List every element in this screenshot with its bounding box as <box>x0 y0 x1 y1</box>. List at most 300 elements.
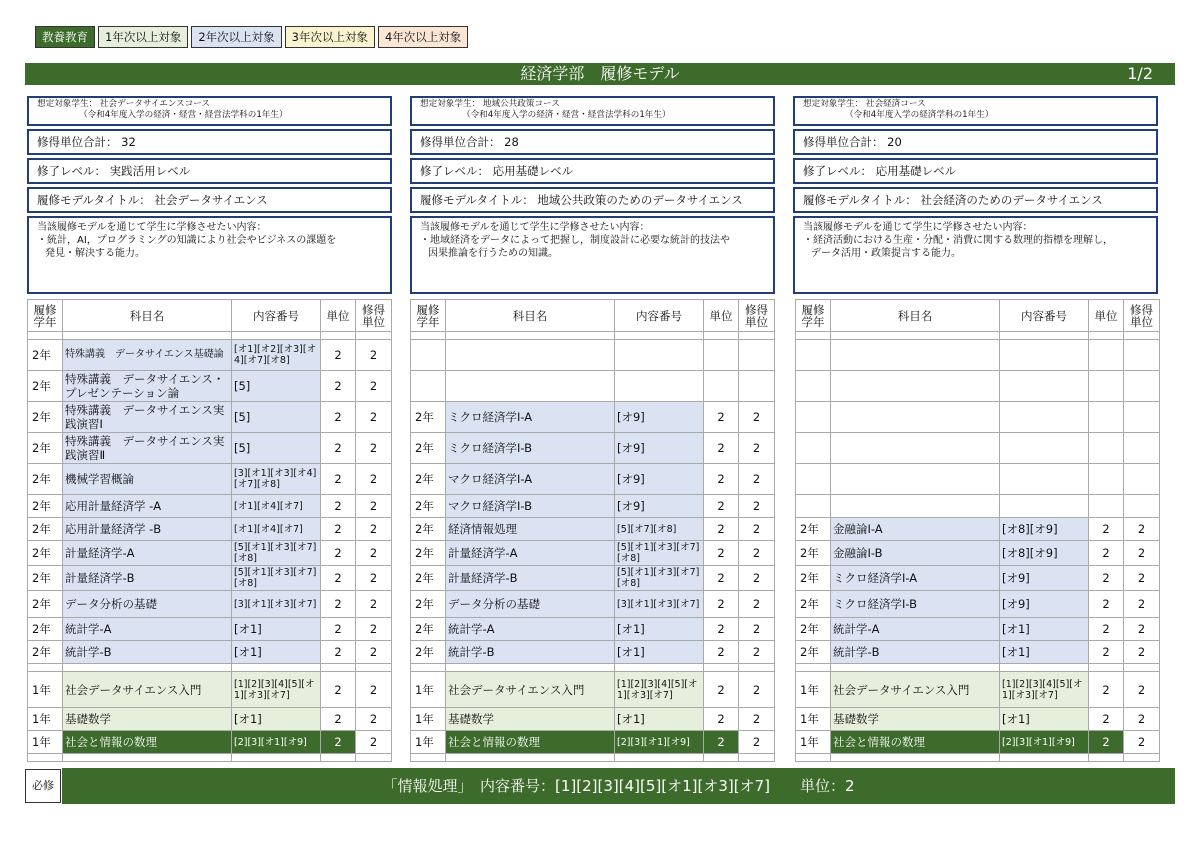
earned-credits: 2 <box>739 618 775 641</box>
earned-credits: 2 <box>356 402 392 433</box>
course-code: [3][オ1][オ3][オ4][オ7][オ8] <box>232 464 321 495</box>
legend <box>35 26 468 48</box>
course-year: 2年 <box>411 402 446 433</box>
earned-credits: 2 <box>356 566 392 591</box>
earned-credits <box>1124 402 1160 433</box>
earned-credits: 2 <box>739 518 775 541</box>
earned-credits: 2 <box>739 708 775 731</box>
course-code: [5][オ1][オ3][オ7][オ8] <box>232 566 321 591</box>
course-year <box>796 402 831 433</box>
course-name: ミクロ経済学Ⅰ-B <box>831 591 1000 618</box>
course-code: [オ1] <box>232 641 321 664</box>
completion-level: 修了レベル： 応用基礎レベル <box>793 158 1158 184</box>
course-code: [オ1][オ4][オ7] <box>232 518 321 541</box>
course-name <box>831 371 1000 402</box>
course-name: 計量経済学-A <box>446 541 615 566</box>
course-code: [オ1] <box>615 708 704 731</box>
earned-credits <box>1124 433 1160 464</box>
course-credits: 2 <box>1089 672 1124 708</box>
course-code: [2][3][オ1][オ9] <box>232 731 321 754</box>
credits-total: 修得単位合計： 28 <box>410 129 775 155</box>
table-row <box>411 566 775 591</box>
course-name: 基礎数学 <box>63 708 232 731</box>
earned-credits: 2 <box>739 566 775 591</box>
course-year: 2年 <box>28 464 63 495</box>
course-name <box>831 402 1000 433</box>
earned-credits: 2 <box>1124 672 1160 708</box>
header-yr: 履修学年 <box>796 300 831 332</box>
course-code: [2][3][オ1][オ9] <box>1000 731 1089 754</box>
course-year: 2年 <box>28 371 63 402</box>
course-name <box>446 371 615 402</box>
course-credits <box>704 371 739 402</box>
course-credits: 2 <box>321 641 356 664</box>
course-name: 統計学-A <box>831 618 1000 641</box>
course-name: データ分析の基礎 <box>63 591 232 618</box>
course-credits <box>1089 340 1124 371</box>
course-year: 2年 <box>411 433 446 464</box>
earned-credits <box>739 371 775 402</box>
table-row <box>411 541 775 566</box>
course-name <box>831 464 1000 495</box>
course-name: 経済情報処理 <box>446 518 615 541</box>
course-credits: 2 <box>1089 731 1124 754</box>
earned-credits: 2 <box>1124 618 1160 641</box>
earned-credits: 2 <box>739 433 775 464</box>
course-name: 計量経済学-A <box>63 541 232 566</box>
course-year: 2年 <box>796 566 831 591</box>
table-row <box>796 566 1160 591</box>
table-row <box>28 708 392 731</box>
course-year <box>796 340 831 371</box>
course-code: [オ9] <box>1000 591 1089 618</box>
course-year: 2年 <box>28 340 63 371</box>
table-row <box>411 641 775 664</box>
course-year: 2年 <box>28 518 63 541</box>
course-credits: 2 <box>1089 591 1124 618</box>
course-year: 2年 <box>28 591 63 618</box>
course-credits: 2 <box>321 371 356 402</box>
course-code: [5] <box>232 402 321 433</box>
course-code: [オ1][オ2][オ3][オ4][オ7][オ8] <box>232 340 321 371</box>
course-name <box>831 433 1000 464</box>
table-row <box>411 591 775 618</box>
course-code: [オ1] <box>232 618 321 641</box>
table-row <box>28 340 392 371</box>
course-credits: 2 <box>321 618 356 641</box>
course-credits: 2 <box>321 518 356 541</box>
course-code: [5][オ1][オ3][オ7][オ8] <box>615 566 704 591</box>
course-credits: 2 <box>321 708 356 731</box>
course-year: 2年 <box>28 433 63 464</box>
course-credits: 2 <box>321 591 356 618</box>
earned-credits <box>1124 340 1160 371</box>
course-year: 1年 <box>796 672 831 708</box>
course-year: 2年 <box>411 618 446 641</box>
header-uu: 修得単位 <box>1124 300 1160 332</box>
course-credits: 2 <box>704 495 739 518</box>
course-credits: 2 <box>321 495 356 518</box>
course-name: 特殊講義 データサイエンス実践演習Ⅱ <box>63 433 232 464</box>
credits-total: 修得単位合計： 20 <box>793 129 1158 155</box>
course-year: 2年 <box>796 618 831 641</box>
course-code: [オ9] <box>615 464 704 495</box>
course-name: 応用計量経済学 -B <box>63 518 232 541</box>
course-year: 2年 <box>796 641 831 664</box>
course-credits: 2 <box>704 641 739 664</box>
earned-credits: 2 <box>356 464 392 495</box>
earned-credits: 2 <box>356 541 392 566</box>
earned-credits: 2 <box>739 495 775 518</box>
course-year: 2年 <box>411 541 446 566</box>
earned-credits: 2 <box>356 672 392 708</box>
legend-year1: 1年次以上対象 <box>98 26 188 48</box>
course-code <box>1000 464 1089 495</box>
info-panel <box>27 96 392 297</box>
page-title-banner <box>25 63 1175 85</box>
learning-content: 当該履修モデルを通じて学生に学修させたい内容： ・経済活動における生産・分配・消費に関する数理的指標を理解し， データ活用・政策提言する能力。 <box>793 216 1158 294</box>
course-credits: 2 <box>321 731 356 754</box>
table-row <box>411 464 775 495</box>
earned-credits: 2 <box>739 464 775 495</box>
course-name: 計量経済学-B <box>446 566 615 591</box>
course-name: 計量経済学-B <box>63 566 232 591</box>
course-credits: 2 <box>704 541 739 566</box>
legend-year2: 2年次以上対象 <box>191 26 281 48</box>
table-row <box>28 464 392 495</box>
course-year: 1年 <box>796 731 831 754</box>
course-year: 1年 <box>28 708 63 731</box>
course-credits: 2 <box>704 731 739 754</box>
earned-credits: 2 <box>1124 591 1160 618</box>
course-name: 社会データサイエンス入門 <box>63 672 232 708</box>
table-row <box>28 641 392 664</box>
table-row <box>411 518 775 541</box>
course-code: [オ1] <box>1000 618 1089 641</box>
course-credits: 2 <box>704 566 739 591</box>
earned-credits: 2 <box>739 541 775 566</box>
earned-credits: 2 <box>356 641 392 664</box>
course-code: [オ9] <box>615 495 704 518</box>
table-row <box>796 518 1160 541</box>
course-credits: 2 <box>704 591 739 618</box>
course-credits: 2 <box>321 402 356 433</box>
header-cd: 内容番号 <box>615 300 704 332</box>
earned-credits: 2 <box>356 371 392 402</box>
earned-credits <box>1124 464 1160 495</box>
header-u: 単位 <box>1089 300 1124 332</box>
course-credits: 2 <box>1089 618 1124 641</box>
course-code: [5][オ7][オ8] <box>615 518 704 541</box>
earned-credits: 2 <box>739 402 775 433</box>
course-year <box>796 464 831 495</box>
course-code <box>1000 371 1089 402</box>
course-code: [1][2][3][4][5][オ1][オ3][オ7] <box>1000 672 1089 708</box>
course-year: 2年 <box>411 566 446 591</box>
course-year: 1年 <box>411 731 446 754</box>
course-code <box>1000 340 1089 371</box>
table-row <box>28 371 392 402</box>
table-row <box>28 731 392 754</box>
table-row <box>28 495 392 518</box>
course-year: 2年 <box>796 591 831 618</box>
info-panel <box>410 96 775 297</box>
course-name: 特殊講義 データサイエンス・プレゼンテーション論 <box>63 371 232 402</box>
earned-credits: 2 <box>739 591 775 618</box>
course-credits <box>1089 495 1124 518</box>
course-name: 機械学習概論 <box>63 464 232 495</box>
course-year: 2年 <box>411 464 446 495</box>
course-year: 2年 <box>411 495 446 518</box>
table-row <box>28 566 392 591</box>
header-u: 単位 <box>321 300 356 332</box>
course-year: 1年 <box>28 672 63 708</box>
earned-credits: 2 <box>1124 731 1160 754</box>
table-row <box>28 591 392 618</box>
course-year: 2年 <box>411 591 446 618</box>
course-year: 2年 <box>28 641 63 664</box>
course-name: ミクロ経済学Ⅰ-A <box>446 402 615 433</box>
table-row <box>796 731 1160 754</box>
earned-credits: 2 <box>739 672 775 708</box>
course-code <box>615 340 704 371</box>
course-name <box>831 340 1000 371</box>
earned-credits: 2 <box>1124 541 1160 566</box>
table-row <box>411 402 775 433</box>
course-year: 2年 <box>28 541 63 566</box>
course-name: 統計学-A <box>446 618 615 641</box>
course-name: 金融論Ⅰ-B <box>831 541 1000 566</box>
course-year: 2年 <box>411 518 446 541</box>
course-code <box>1000 495 1089 518</box>
table-row <box>796 708 1160 731</box>
course-name: 金融論Ⅰ-A <box>831 518 1000 541</box>
course-code <box>615 371 704 402</box>
target-students: 想定対象学生： 社会データサイエンスコース （令和4年度入学の経済・経営・経営法学科の1年生） <box>27 96 392 126</box>
table-row <box>796 371 1160 402</box>
earned-credits: 2 <box>1124 641 1160 664</box>
earned-credits: 2 <box>356 591 392 618</box>
course-credits <box>1089 464 1124 495</box>
course-credits: 2 <box>704 708 739 731</box>
course-credits: 2 <box>1089 708 1124 731</box>
course-year <box>411 340 446 371</box>
course-year: 2年 <box>28 495 63 518</box>
table-row <box>28 618 392 641</box>
earned-credits: 2 <box>1124 708 1160 731</box>
course-code: [5][オ1][オ3][オ7][オ8] <box>232 541 321 566</box>
course-name: ミクロ経済学Ⅰ-A <box>831 566 1000 591</box>
table-row <box>411 495 775 518</box>
course-name: 社会と情報の数理 <box>446 731 615 754</box>
course-year: 1年 <box>411 708 446 731</box>
course-year: 2年 <box>28 402 63 433</box>
table-row <box>411 371 775 402</box>
course-name: 基礎数学 <box>446 708 615 731</box>
course-code: [オ1] <box>1000 641 1089 664</box>
course-code: [オ1] <box>615 641 704 664</box>
course-name: 統計学-B <box>831 641 1000 664</box>
table-row <box>411 708 775 731</box>
course-name: ミクロ経済学Ⅰ-B <box>446 433 615 464</box>
course-code: [5][オ1][オ3][オ7][オ8] <box>615 541 704 566</box>
course-credits: 2 <box>1089 541 1124 566</box>
course-credits: 2 <box>704 433 739 464</box>
course-credits: 2 <box>704 672 739 708</box>
target-students: 想定対象学生： 社会経済コース （令和4年度入学の経済学科の1年生） <box>793 96 1158 126</box>
table-row <box>28 518 392 541</box>
course-year: 2年 <box>796 518 831 541</box>
table-row <box>28 402 392 433</box>
page-number: 1/2 <box>1127 64 1153 83</box>
earned-credits: 2 <box>356 618 392 641</box>
course-code <box>1000 402 1089 433</box>
course-name <box>446 340 615 371</box>
course-code: [5] <box>232 371 321 402</box>
header-uu: 修得単位 <box>739 300 775 332</box>
course-code: [1][2][3][4][5][オ1][オ3][オ7] <box>615 672 704 708</box>
course-code: [オ1] <box>615 618 704 641</box>
table-row <box>411 340 775 371</box>
course-name: 特殊講義 データサイエンス基礎論 <box>63 340 232 371</box>
header-u: 単位 <box>704 300 739 332</box>
course-code: [オ9] <box>615 433 704 464</box>
table-row <box>796 672 1160 708</box>
course-name: 特殊講義 データサイエンス実践演習Ⅰ <box>63 402 232 433</box>
table-header <box>796 300 1160 332</box>
earned-credits: 2 <box>739 641 775 664</box>
table-row <box>411 433 775 464</box>
course-code: [オ8][オ9] <box>1000 518 1089 541</box>
course-name: 統計学-A <box>63 618 232 641</box>
learning-content: 当該履修モデルを通じて学生に学修させたい内容： ・地域経済をデータによって把握し，制度設計に必要な統計的技法や 因果推論を行うための知識。 <box>410 216 775 294</box>
table-row <box>796 340 1160 371</box>
course-credits: 2 <box>1089 566 1124 591</box>
course-credits <box>1089 402 1124 433</box>
course-code: [2][3][オ1][オ9] <box>615 731 704 754</box>
header-cd: 内容番号 <box>1000 300 1089 332</box>
table-row <box>796 618 1160 641</box>
course-name: 社会データサイエンス入門 <box>446 672 615 708</box>
earned-credits: 2 <box>356 340 392 371</box>
course-credits: 2 <box>321 433 356 464</box>
table-row <box>796 641 1160 664</box>
model-title: 履修モデルタイトル： 社会データサイエンス <box>27 187 392 213</box>
legend-year4: 4年次以上対象 <box>378 26 468 48</box>
earned-credits: 2 <box>356 433 392 464</box>
earned-credits <box>739 340 775 371</box>
course-code: [オ1] <box>232 708 321 731</box>
header-nm: 科目名 <box>63 300 232 332</box>
course-name: マクロ経済学Ⅰ-B <box>446 495 615 518</box>
course-code: [オ9] <box>615 402 704 433</box>
earned-credits: 2 <box>356 495 392 518</box>
course-credits: 2 <box>321 566 356 591</box>
course-year: 2年 <box>796 541 831 566</box>
course-table <box>795 299 1160 762</box>
course-code: [5] <box>232 433 321 464</box>
course-name <box>831 495 1000 518</box>
table-row <box>796 433 1160 464</box>
course-code: [3][オ1][オ3][オ7] <box>615 591 704 618</box>
header-yr: 履修学年 <box>28 300 63 332</box>
table-row <box>796 464 1160 495</box>
course-credits: 2 <box>1089 518 1124 541</box>
table-row <box>796 495 1160 518</box>
earned-credits: 2 <box>1124 566 1160 591</box>
earned-credits <box>1124 371 1160 402</box>
course-code: [3][オ1][オ3][オ7] <box>232 591 321 618</box>
table-row <box>411 731 775 754</box>
header-yr: 履修学年 <box>411 300 446 332</box>
course-credits <box>1089 371 1124 402</box>
course-code: [オ1] <box>1000 708 1089 731</box>
course-name: 基礎数学 <box>831 708 1000 731</box>
earned-credits: 2 <box>739 731 775 754</box>
course-year <box>411 371 446 402</box>
header-nm: 科目名 <box>831 300 1000 332</box>
course-code: [オ1][オ4][オ7] <box>232 495 321 518</box>
required-label: 必修 <box>25 769 61 803</box>
table-header <box>28 300 392 332</box>
course-name: マクロ経済学Ⅰ-A <box>446 464 615 495</box>
course-year: 1年 <box>796 708 831 731</box>
earned-credits <box>1124 495 1160 518</box>
table-row <box>796 402 1160 433</box>
course-code: [オ9] <box>1000 566 1089 591</box>
table-header <box>411 300 775 332</box>
course-credits: 2 <box>321 464 356 495</box>
course-credits: 2 <box>321 672 356 708</box>
header-cd: 内容番号 <box>232 300 321 332</box>
course-credits: 2 <box>704 518 739 541</box>
table-row <box>411 672 775 708</box>
course-credits: 2 <box>321 340 356 371</box>
course-name: 社会と情報の数理 <box>63 731 232 754</box>
course-name: データ分析の基礎 <box>446 591 615 618</box>
legend-general: 教養教育 <box>35 26 95 48</box>
target-students: 想定対象学生： 地域公共政策コース （令和4年度入学の経済・経営・経営法学科の1年生） <box>410 96 775 126</box>
table-row <box>411 618 775 641</box>
course-name: 応用計量経済学 -A <box>63 495 232 518</box>
course-year: 1年 <box>411 672 446 708</box>
course-year: 2年 <box>28 618 63 641</box>
credits-total: 修得単位合計： 32 <box>27 129 392 155</box>
course-code <box>1000 433 1089 464</box>
required-course-bar: 「情報処理」 内容番号：[1][2][3][4][5][オ1][オ3][オ7] 単位：2 <box>62 768 1175 804</box>
course-table <box>410 299 775 762</box>
earned-credits: 2 <box>356 708 392 731</box>
model-title: 履修モデルタイトル： 地域公共政策のためのデータサイエンス <box>410 187 775 213</box>
table-row <box>28 541 392 566</box>
header-uu: 修得単位 <box>356 300 392 332</box>
table-row <box>796 541 1160 566</box>
course-name: 統計学-B <box>63 641 232 664</box>
info-panel <box>793 96 1158 297</box>
page-title: 経済学部 履修モデル <box>520 64 680 83</box>
course-code: [オ8][オ9] <box>1000 541 1089 566</box>
model-title: 履修モデルタイトル： 社会経済のためのデータサイエンス <box>793 187 1158 213</box>
course-year <box>796 433 831 464</box>
course-credits <box>704 340 739 371</box>
table-row <box>796 591 1160 618</box>
earned-credits: 2 <box>1124 518 1160 541</box>
learning-content: 当該履修モデルを通じて学生に学修させたい内容： ・統計，AI，プログラミングの知識により社会やビジネスの課題を 発見・解決する能力。 <box>27 216 392 294</box>
course-year <box>796 371 831 402</box>
course-year: 2年 <box>411 641 446 664</box>
earned-credits: 2 <box>356 518 392 541</box>
course-credits: 2 <box>704 464 739 495</box>
